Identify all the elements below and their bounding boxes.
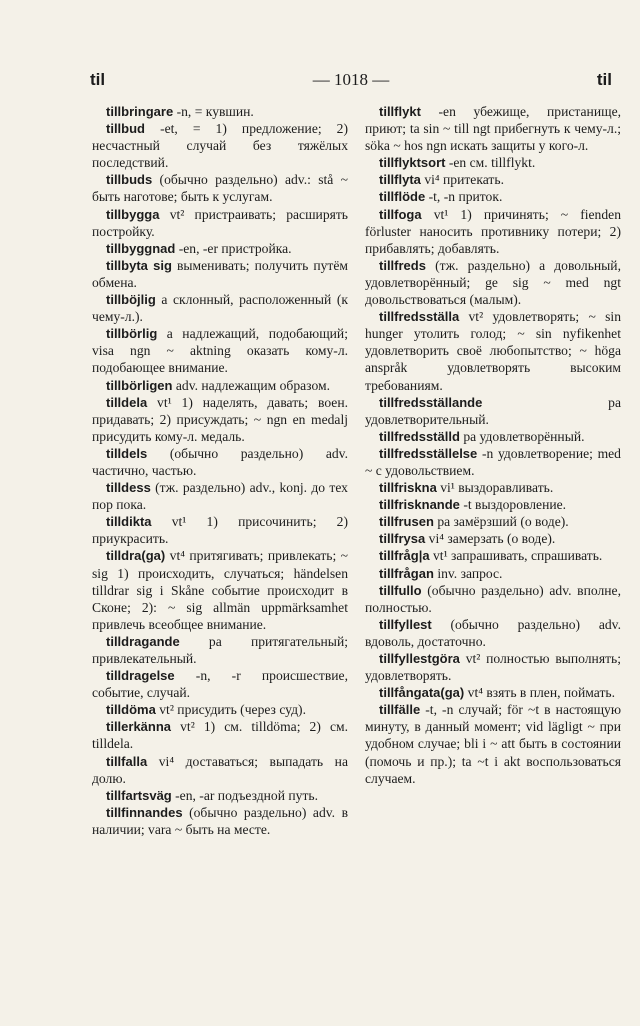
entry-headword: tillfredsställande <box>379 394 483 410</box>
entry-headword: tillfångata(ga) <box>379 685 465 701</box>
dictionary-entry <box>92 394 348 445</box>
entry-definition: -t, -n случай; för ~t в настоящую минуту, в данный момент; vid lägligt ~ при удобном случае; bli i ~ att быть в состоянии (помочь и пр.); ta ~t i akt воспользоваться случаем. <box>365 702 621 786</box>
entry-headword: tillböjlig <box>106 292 156 308</box>
entry-headword: tillbuds <box>106 172 153 188</box>
entry-definition: pa притягательный; привлекательный. <box>92 633 348 666</box>
entry-definition: vt¹ 1) причинять; ~ fienden förluster наносить противнику потери; 2) прибавлять; добавлять. <box>365 206 621 256</box>
entry-headword: tillbyggnad <box>106 240 176 256</box>
left-guide-word: til <box>90 70 106 89</box>
entry-headword: tillfrågan <box>379 565 434 581</box>
entry-headword: tilldragelse <box>106 668 175 684</box>
dictionary-entry <box>365 701 621 786</box>
dictionary-entry <box>92 445 348 479</box>
entry-headword: tillbringare <box>106 104 174 119</box>
entry-definition: -en, -er пристройка. <box>178 240 292 256</box>
entry-headword: tillfrysa <box>379 531 426 547</box>
dictionary-entry <box>365 445 621 479</box>
right-column <box>365 103 621 996</box>
dictionary-entry <box>92 291 348 325</box>
entry-headword: tilldels <box>106 445 148 461</box>
dictionary-entry <box>92 240 348 257</box>
entry-headword: tillfredsställelse <box>379 445 478 461</box>
entry-headword: tillbygga <box>106 206 160 222</box>
entry-definition: vt² присудить (через суд). <box>159 702 306 718</box>
right-guide-word: til <box>596 70 612 89</box>
entry-headword: tillfreds <box>379 257 426 273</box>
entry-headword: tillfyllestgöra <box>379 651 460 666</box>
entry-definition: a склонный, расположенный (к чему-л.). <box>92 292 348 325</box>
entry-definition: -n, = кувшин. <box>176 104 254 119</box>
dictionary-entry <box>92 325 348 376</box>
entry-headword: tillflyta <box>379 172 421 188</box>
entry-headword: tilldra(ga) <box>106 548 166 564</box>
entry-headword: tillfalla <box>106 753 148 769</box>
entry-headword: tillfredsställd <box>379 428 460 444</box>
entry-definition: (обычно раздельно) adv. в наличии; vara ~ быть на месте. <box>92 804 348 837</box>
entry-headword: tillfoga <box>379 206 422 222</box>
entry-headword: tillbörlig <box>106 326 158 342</box>
entry-definition: -en убежище, пристанище, приют; ta sin ~ till ngt прибегнуть к чему-л.; söka ~ hos ngn искать защиты у кого-л. <box>365 104 621 154</box>
entry-definition: adv. надлежащим образом. <box>175 377 330 393</box>
dictionary-entry <box>365 308 621 393</box>
entry-headword: tillfråg|a <box>379 548 430 564</box>
entry-headword: tillbörligen <box>106 377 173 393</box>
entry-headword: tillflöde <box>379 189 426 205</box>
entry-headword: tillfriskna <box>379 480 437 496</box>
entry-definition: vt¹ 1) наделять, давать; воен. придавать; 2) присуждать; ~ ngn en medalj присудить кому-л. медаль. <box>92 394 348 444</box>
entry-definition: vt² удовлетворять; ~ sin hunger утолить голод; ~ sin nyfikenhet удовлетворить своё любопытство; ~ höga anspråk удовлетворять высоким требованиям. <box>365 309 621 393</box>
dictionary-entry <box>365 616 621 650</box>
dictionary-entry <box>365 428 621 445</box>
dictionary-entry <box>365 547 621 564</box>
dictionary-entry <box>365 154 621 171</box>
dictionary-entry <box>92 753 348 787</box>
entry-headword: tillfullo <box>379 582 422 598</box>
page-header <box>90 70 612 94</box>
dictionary-entry <box>92 787 348 804</box>
dictionary-entry <box>365 257 621 308</box>
dictionary-entry <box>92 718 348 752</box>
dictionary-entry <box>365 496 621 513</box>
entry-definition: vt¹ 1) присочинить; 2) приукрасить. <box>92 514 348 547</box>
dictionary-entry <box>92 701 348 718</box>
entry-definition: (тж. раздельно) a довольный, удовлетворённый; ge sig ~ med ngt довольствоваться (малым). <box>365 257 621 308</box>
dictionary-entry <box>365 513 621 530</box>
entry-definition: vt² полностью выполнять; удовлетворять. <box>365 651 621 684</box>
entry-headword: tillflyktsort <box>379 155 446 171</box>
entry-definition: pa замёрзший (о воде). <box>437 514 569 530</box>
dictionary-entry <box>365 171 621 188</box>
entry-definition: -t, -n приток. <box>428 189 503 205</box>
entry-headword: tillfartsväg <box>106 787 172 803</box>
dictionary-entry <box>92 479 348 513</box>
dictionary-entry <box>365 684 621 701</box>
entry-headword: tilldikta <box>106 514 152 530</box>
dictionary-entry <box>92 667 348 701</box>
dictionary-entry <box>92 513 348 547</box>
dictionary-entry <box>365 103 621 154</box>
dictionary-entry <box>92 103 348 120</box>
entry-definition: inv. запрос. <box>437 565 503 581</box>
entry-definition: vt¹ запрашивать, спрашивать. <box>433 548 603 564</box>
dictionary-entry <box>365 582 621 616</box>
entry-headword: tillfrisknande <box>379 497 460 513</box>
entry-definition: (обычно раздельно) adv. частично, частью. <box>92 445 348 478</box>
entry-headword: tillbyta sig <box>106 257 172 273</box>
entry-definition: выменивать; получить путём обмена. <box>92 257 348 290</box>
entry-definition: vi⁴ доставаться; выпадать на долю. <box>92 753 348 786</box>
entry-definition: (обычно раздельно) adv.: stå ~ быть наготове; быть к услугам. <box>92 172 348 205</box>
dictionary-entry <box>365 188 621 205</box>
entry-definition: pa удовлетворительный. <box>365 394 621 427</box>
dictionary-entry <box>92 377 348 394</box>
entry-definition: vt² пристраивать; расширять постройку. <box>92 206 348 239</box>
entry-definition: -en см. tillflykt. <box>448 155 536 171</box>
entry-headword: tillfyllest <box>379 616 432 632</box>
dictionary-entry <box>365 565 621 582</box>
entry-definition: a надлежащий, подобающий; visa ngn ~ aktning оказать кому-л. подобающее внимание. <box>92 326 348 376</box>
dictionary-entry <box>92 804 348 838</box>
entry-headword: tillflykt <box>379 104 421 119</box>
entry-headword: tilldöma <box>106 702 156 718</box>
dictionary-entry <box>365 394 621 428</box>
entry-headword: tillfinnandes <box>106 804 183 820</box>
entry-definition: vi⁴ замерзать (о воде). <box>428 531 556 547</box>
dictionary-entry <box>365 650 621 684</box>
dictionary-entry <box>92 206 348 240</box>
entry-definition: (обычно раздельно) adv. вдоволь, достаточно. <box>365 616 621 649</box>
entry-headword: tillbud <box>106 121 145 137</box>
dictionary-entry <box>92 547 348 632</box>
entry-definition: -et, = 1) предложение; 2) несчастный случай без тяжёлых последствий. <box>92 121 348 171</box>
entry-definition: vt⁴ взять в плен, поймать. <box>467 685 615 701</box>
entry-definition: (обычно раздельно) adv. вполне, полностью. <box>365 582 621 615</box>
entry-headword: tillfredsställa <box>379 309 460 325</box>
dictionary-entry <box>92 120 348 171</box>
entry-headword: tilldess <box>106 480 151 496</box>
entry-headword: tilldragande <box>106 633 180 649</box>
dictionary-entry <box>365 479 621 496</box>
dictionary-entry <box>365 530 621 547</box>
dictionary-entry <box>92 171 348 205</box>
entry-headword: tillerkänna <box>106 719 172 735</box>
entry-definition: vt⁴ притягивать; привлекать; ~ sig 1) происходить, случаться; händelsen tilldrar sig i Skåne событие происходит в Сконе; 2): ~ sig allmän uppmärksamhet привлечь всеобщее внимание. <box>92 548 348 632</box>
dictionary-entry <box>92 257 348 291</box>
entry-definition: -t выздоровление. <box>463 497 567 513</box>
entry-definition: vt² 1) см. tilldöma; 2) см. tilldela. <box>92 719 348 752</box>
entry-headword: tillfrusen <box>379 514 434 530</box>
entry-definition: vi¹ выздоравливать. <box>440 480 554 496</box>
entry-definition: (тж. раздельно) adv., konj. до тех пор пока. <box>92 480 348 513</box>
entry-definition: -n, -r происшествие, событие, случай. <box>92 668 348 701</box>
entry-definition: -n удовлетворение; med ~ с удовольствием. <box>365 445 621 478</box>
entry-definition: vi⁴ притекать. <box>424 172 504 188</box>
dictionary-entry <box>92 633 348 667</box>
dictionary-entry <box>365 206 621 257</box>
entry-headword: tillfälle <box>379 702 421 718</box>
page-number: — 1018 — <box>312 70 390 89</box>
entry-definition: pa удовлетворённый. <box>463 428 585 444</box>
entry-definition: -en, -ar подъездной путь. <box>175 787 319 803</box>
entry-headword: tilldela <box>106 394 148 410</box>
left-column <box>92 103 348 996</box>
